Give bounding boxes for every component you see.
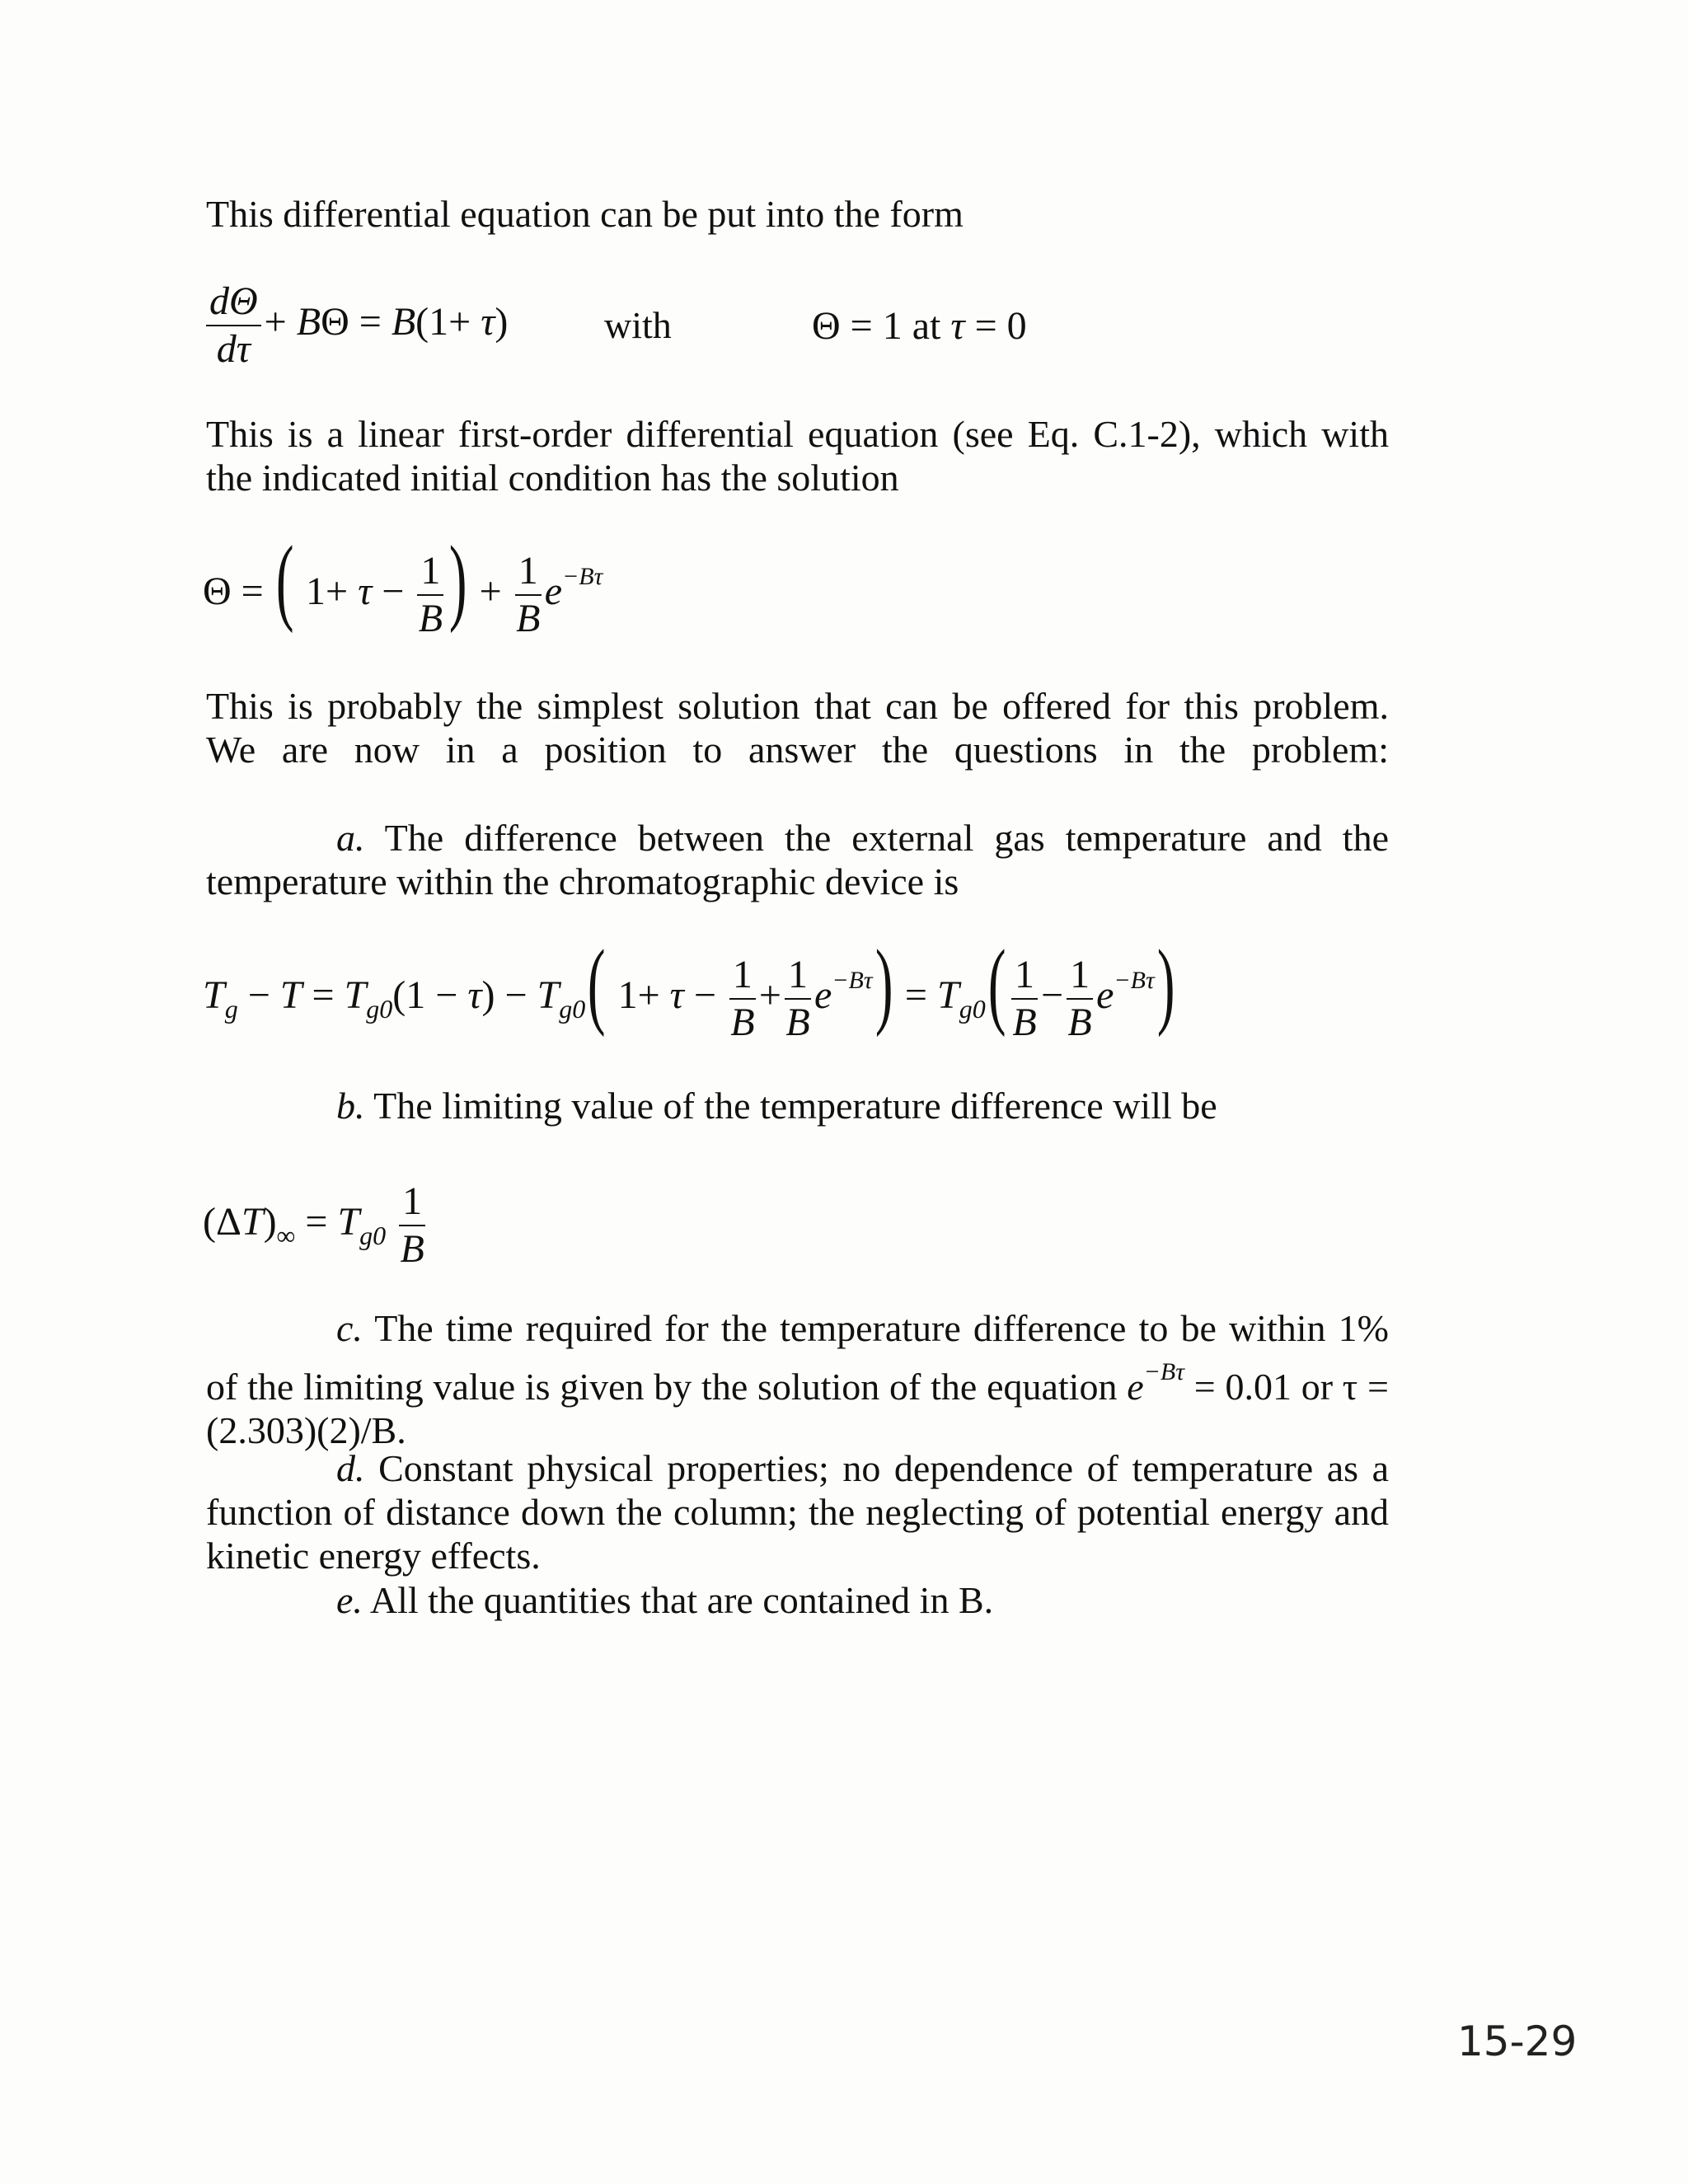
part-b-text: The limiting value of the temperature difference will be bbox=[364, 1085, 1217, 1127]
part-a-text: The difference between the external gas temperature and the temperature within the chromatographic device is bbox=[206, 817, 1389, 902]
part-c-exponent: −Bτ bbox=[1143, 1358, 1184, 1385]
part-d-text: Constant physical properties; no dependence of temperature as a function of distance down the column; the neglecting of potential energy and kinetic energy effects. bbox=[206, 1447, 1389, 1577]
paragraph-part-b bbox=[206, 1084, 1389, 1127]
part-b-label: b. bbox=[336, 1085, 365, 1127]
part-c-label: c. bbox=[336, 1307, 363, 1349]
paragraph-simplest-text: This is probably the simplest solution that can be offered for this problem. We are now in a position to answer the questions in the problem: bbox=[206, 685, 1389, 771]
paragraph-part-e bbox=[206, 1578, 1389, 1622]
equation-ode: $\frac{d\Theta}{d\tau}$ + BΘ = B(1+ τ) bbox=[203, 279, 508, 373]
part-d-label: d. bbox=[336, 1447, 365, 1489]
paragraph-part-a bbox=[206, 816, 1389, 903]
part-a-label: a. bbox=[336, 817, 365, 859]
part-c-text: The time required for the temperature difference to be within 1% of the limiting value is given by the solution of the equation bbox=[206, 1307, 1389, 1408]
paragraph-part-c bbox=[206, 1306, 1389, 1452]
part-e-text: All the quantities that are contained in B. bbox=[362, 1579, 994, 1621]
paragraph-simplest-solution bbox=[206, 684, 1389, 771]
part-e-label: e. bbox=[336, 1579, 363, 1621]
page-number: 15-29 bbox=[1457, 2018, 1578, 2065]
paragraph-part-d bbox=[206, 1446, 1389, 1577]
equation-with-word: with bbox=[604, 304, 672, 346]
equation-initial-condition: Θ = 1 at τ = 0 bbox=[812, 304, 1027, 348]
part-c-equation: = 0.01 or τ = (2.303)(2)/B. bbox=[206, 1366, 1389, 1451]
part-c-exponential: e bbox=[1127, 1366, 1144, 1408]
equation-solution: Θ = ( 1+ τ − $\frac{1}{B}$ ) + $\frac{1}{B}$ $e^{-B\tau}$ bbox=[203, 526, 603, 640]
paragraph-intro: This differential equation can be put into the form bbox=[206, 193, 964, 235]
paragraph-linear-ode: This is a linear first-order differential equation (see Eq. C.1-2), which with the indicated initial condition has the solution bbox=[206, 413, 1389, 499]
equation-temperature-difference: $T_g - T = T_{g0}(1 - \tau) - T_{g0}$( 1+ τ − $\frac{1}{B}$ + $\frac{1}{B}$ $e^{-B\tau}) = T_{g0}$( $\frac{1}{B}$ − $\frac{1}{B}$ $e^{-B\tau}$) bbox=[203, 930, 1175, 1044]
equation-limiting-value: $(\Delta T)_\infty = T_{g0}$ $\frac{1}{B}$ bbox=[203, 1179, 424, 1271]
